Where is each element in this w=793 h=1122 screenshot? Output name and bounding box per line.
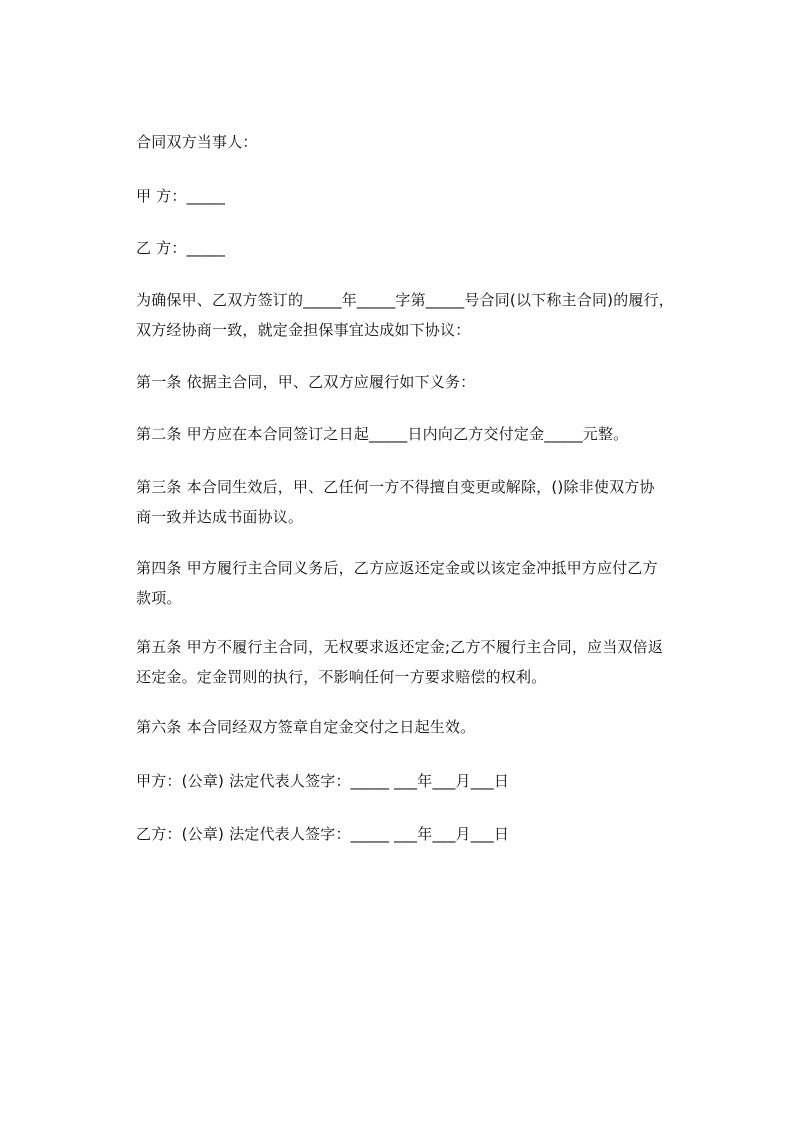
- article-5-line-2: 还定金。定金罚则的执行，不影响任何一方要求赔偿的权利。: [136, 668, 547, 686]
- preamble-paragraph: [136, 285, 700, 345]
- article-6: 第六条 本合同经双方签章自定金交付之日起生效。: [136, 718, 476, 736]
- party-a-line: 甲 方：_____: [136, 187, 226, 205]
- article-3-line-2: 商一致并达成书面协议。: [136, 508, 304, 526]
- party-b-line: 乙 方：_____: [136, 239, 226, 257]
- signature-party-a: 甲方：(公章) 法定代表人签字：_____ ___年___月___日: [136, 772, 510, 790]
- article-4-line-1: 第四条 甲方履行主合同义务后，乙方应返还定金或以该定金冲抵甲方应付乙方: [136, 559, 658, 577]
- article-4-line-2: 款项。: [136, 589, 182, 607]
- preamble-line-2: 双方经协商一致，就定金担保事宜达成如下协议：: [136, 321, 471, 339]
- article-1: 第一条 依据主合同，甲、乙双方应履行如下义务：: [136, 373, 476, 391]
- article-2: 第二条 甲方应在本合同签订之日起_____日内向乙方交付定金_____元整。: [136, 425, 629, 443]
- signature-party-b: 乙方：(公章) 法定代表人签字：_____ ___年___月___日: [136, 825, 510, 843]
- article-5-line-1: 第五条 甲方不履行主合同，无权要求返还定金;乙方不履行主合同，应当双倍返: [136, 638, 664, 656]
- article-4-paragraph: [136, 553, 700, 613]
- article-3-line-1: 第三条 本合同生效后，甲、乙任何一方不得擅自变更或解除，()除非使双方协: [136, 478, 655, 496]
- parties-heading: 合同双方当事人：: [136, 133, 258, 151]
- article-3-paragraph: [136, 472, 700, 532]
- article-5-paragraph: [136, 632, 700, 692]
- preamble-line-1: 为确保甲、乙双方签订的_____年_____字第_____号合同(以下称主合同)的履行，: [136, 291, 675, 309]
